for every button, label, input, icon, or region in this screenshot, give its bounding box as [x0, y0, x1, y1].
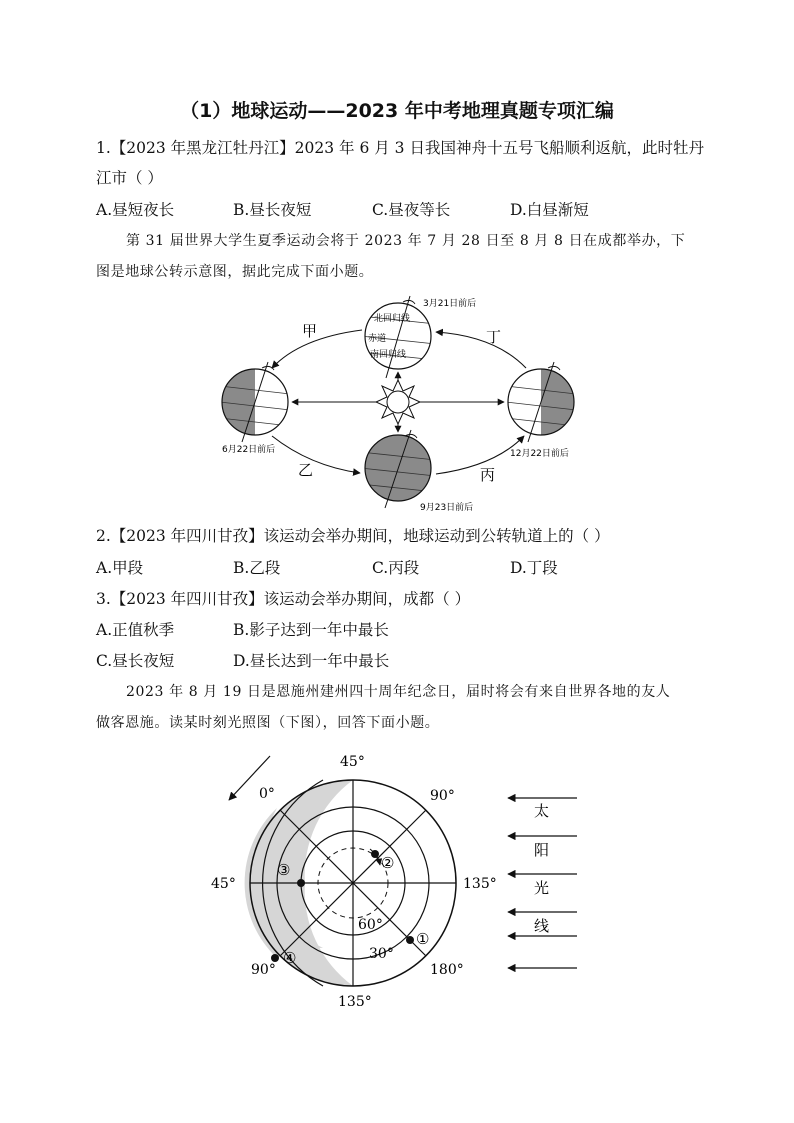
point2-marker	[371, 850, 379, 858]
q3-option-a[interactable]: A.正值秋季	[96, 621, 175, 639]
sunlight-char-1: 太	[534, 802, 550, 820]
lat-30: 30°	[369, 946, 394, 962]
earth-orbit-diagram	[210, 290, 590, 515]
polar-illumination-diagram	[205, 748, 595, 1013]
point4-marker	[271, 954, 279, 962]
q1-option-c[interactable]: C.昼夜等长	[372, 201, 451, 219]
zone-label-equator: 赤道	[368, 334, 387, 344]
intro2-line1: 2023 年 8 月 19 日是恩施州建州四十周年纪念日，届时将会有来自世界各地的友人	[126, 684, 671, 700]
point2-label: ②	[381, 854, 395, 872]
orbit-arc-ding	[436, 332, 526, 368]
label-dec22: 12月22日前后	[510, 449, 569, 459]
intro1-line2: 图是地球公转示意图，据此完成下面小题。	[96, 264, 374, 280]
lon-90-left: 90°	[251, 962, 276, 978]
q3-stem: 3.【2023 年四川甘孜】该运动会举办期间，成都（ ）	[96, 590, 471, 608]
earth-sep23	[360, 430, 436, 508]
sunlight-char-2: 阳	[534, 841, 550, 859]
intro1-line1: 第 31 届世界大学生夏季运动会将于 2023 年 7 月 28 日至 8 月 8 日在成都举办，下	[126, 233, 686, 249]
q1-stem-line2: 江市（ ）	[96, 169, 163, 187]
earth-jun22	[210, 360, 290, 450]
sunlight-char-3: 光	[534, 879, 550, 897]
lon-180: 180°	[430, 962, 464, 978]
sun-icon	[376, 380, 420, 424]
segment-bing: 丙	[480, 466, 496, 484]
segment-jia: 甲	[302, 322, 318, 340]
zone-label-tropic-s: 南回归线	[370, 350, 407, 360]
point1-marker	[406, 936, 414, 944]
q2-option-d[interactable]: D.丁段	[510, 559, 558, 577]
segment-yi: 乙	[298, 461, 314, 479]
intro2-line2: 做客恩施。读某时刻光照图（下图），回答下面小题。	[96, 715, 440, 731]
segment-ding: 丁	[486, 328, 502, 346]
earth-dec22	[506, 360, 586, 450]
q3-option-b[interactable]: B.影子达到一年中最长	[233, 621, 389, 639]
q1-option-d[interactable]: D.白昼渐短	[510, 201, 589, 219]
lon-90-right: 90°	[430, 788, 455, 804]
q2-option-b[interactable]: B.乙段	[233, 559, 281, 577]
sunlight-char-4: 线	[534, 917, 550, 935]
label-mar21: 3月21日前后	[423, 299, 477, 309]
q1-option-a[interactable]: A.昼短夜长	[96, 201, 175, 219]
q1-option-b[interactable]: B.昼长夜短	[233, 201, 312, 219]
q1-stem-line1: 1.【2023 年黑龙江牡丹江】2023 年 6 月 3 日我国神舟十五号飞船顺利返航，此时牡丹	[96, 139, 704, 157]
lon-0: 0°	[259, 786, 275, 802]
zone-label-tropic-n: 北回归线	[374, 314, 411, 324]
page-title: （1）地球运动——2023 年中考地理真题专项汇编	[180, 100, 614, 122]
lon-135-right: 135°	[463, 876, 497, 892]
point3-label: ③	[277, 861, 291, 879]
q2-option-c[interactable]: C.丙段	[372, 559, 420, 577]
label-sep23: 9月23日前后	[420, 503, 474, 513]
point4-label: ④	[283, 949, 297, 967]
q2-stem: 2.【2023 年四川甘孜】该运动会举办期间，地球运动到公转轨道上的（ ）	[96, 527, 610, 545]
q3-option-d[interactable]: D.昼长达到一年中最长	[233, 652, 390, 670]
lon-45-top: 45°	[340, 754, 365, 770]
lat-60: 60°	[358, 917, 383, 933]
label-jun22: 6月22日前后	[222, 445, 276, 455]
lon-135-bottom: 135°	[338, 994, 372, 1010]
orbit-arc-yi	[272, 436, 360, 473]
lon-45-left: 45°	[211, 876, 236, 892]
q3-option-c[interactable]: C.昼长夜短	[96, 652, 175, 670]
point1-label: ①	[416, 930, 430, 948]
point3-marker	[297, 879, 305, 887]
q2-option-a[interactable]: A.甲段	[96, 559, 144, 577]
